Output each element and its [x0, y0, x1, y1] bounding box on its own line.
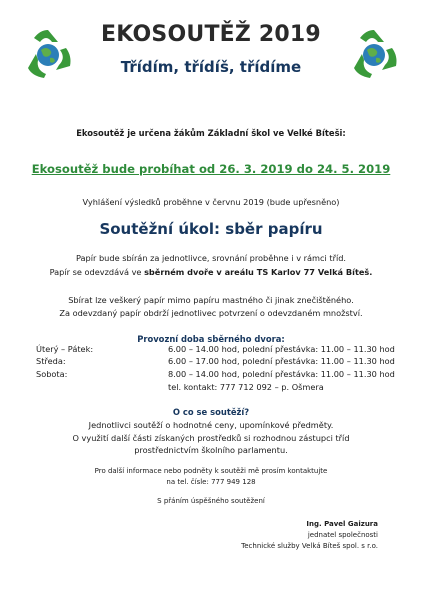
task-heading: Soutěžní úkol: sběr papíru [99, 220, 323, 238]
info-line-2: na tel. čísle: 777 949 128 [166, 478, 256, 486]
wishes-text: S přáním úspěšného soutěžení [157, 497, 265, 505]
announcement-text: Vyhlášení výsledků proběhne v červnu 2019 (bude upřesněno) [82, 197, 340, 207]
collection-point: sběrném dvoře v areálu TS Karlov 77 Velká Bíteš. [144, 267, 373, 277]
page-title: EKOSOUTĚŽ 2019 [101, 22, 321, 47]
page-subtitle: Třídím, třídíš, třídíme [120, 58, 302, 76]
task-line-2: Papír se odevzdává ve sběrném dvoře v areálu TS Karlov 77 Velká Bíteš. [49, 267, 373, 277]
signature-name: Ing. Pavel Gaizura [306, 520, 378, 528]
prizes-line-1: Jednotlivci soutěží o hodnotné ceny, upomínkové předměty. [88, 420, 334, 430]
prizes-line-3: prostřednictvím školního parlamentu. [134, 445, 288, 455]
task-line-4: Za odevzdaný papír obdrží jednotlivec potvrzení o odevzdaném množství. [59, 308, 363, 318]
signature-company: Technické služby Velká Bíteš spol. s r.o. [241, 542, 378, 550]
task-line-1: Papír bude sbírán za jednotlivce, srovnání proběhne i v rámci tříd. [75, 253, 347, 263]
intro-text: Ekosoutěž je určena žákům Základní škol ve Velké Bíteši: [76, 128, 346, 138]
hours-value: 6.00 – 14.00 hod, polední přestávka: 11.00 – 11.30 hod [168, 344, 395, 354]
contact-phone: tel. kontakt: 777 712 092 – p. Ošmera [168, 382, 324, 392]
hours-value: 6.00 – 17.00 hod, polední přestávka: 11.00 – 11.30 hod [168, 356, 395, 366]
info-line-1: Pro další informace nebo podněty k soutěži mě prosím kontaktujte [94, 467, 328, 475]
hours-day: Sobota: [36, 369, 68, 379]
prizes-line-2: O využití další části získaných prostředků si rozhodnou zástupci tříd [72, 433, 350, 443]
competition-dates: Ekosoutěž bude probíhat od 26. 3. 2019 do 24. 5. 2019 [31, 162, 391, 176]
hours-day: Úterý – Pátek: [36, 344, 94, 354]
signature-role: jednatel společnosti [307, 531, 378, 539]
opening-hours-heading: Provozní doba sběrného dvora: [137, 334, 285, 344]
task-line-3: Sbírat lze veškerý papír mimo papíru mastného či jinak znečištěného. [68, 295, 354, 305]
prizes-heading: O co se soutěží? [172, 407, 250, 417]
hours-value: 8.00 – 14.00 hod, polední přestávka: 11.00 – 11.30 hod [168, 369, 395, 379]
hours-day: Středa: [36, 356, 66, 366]
